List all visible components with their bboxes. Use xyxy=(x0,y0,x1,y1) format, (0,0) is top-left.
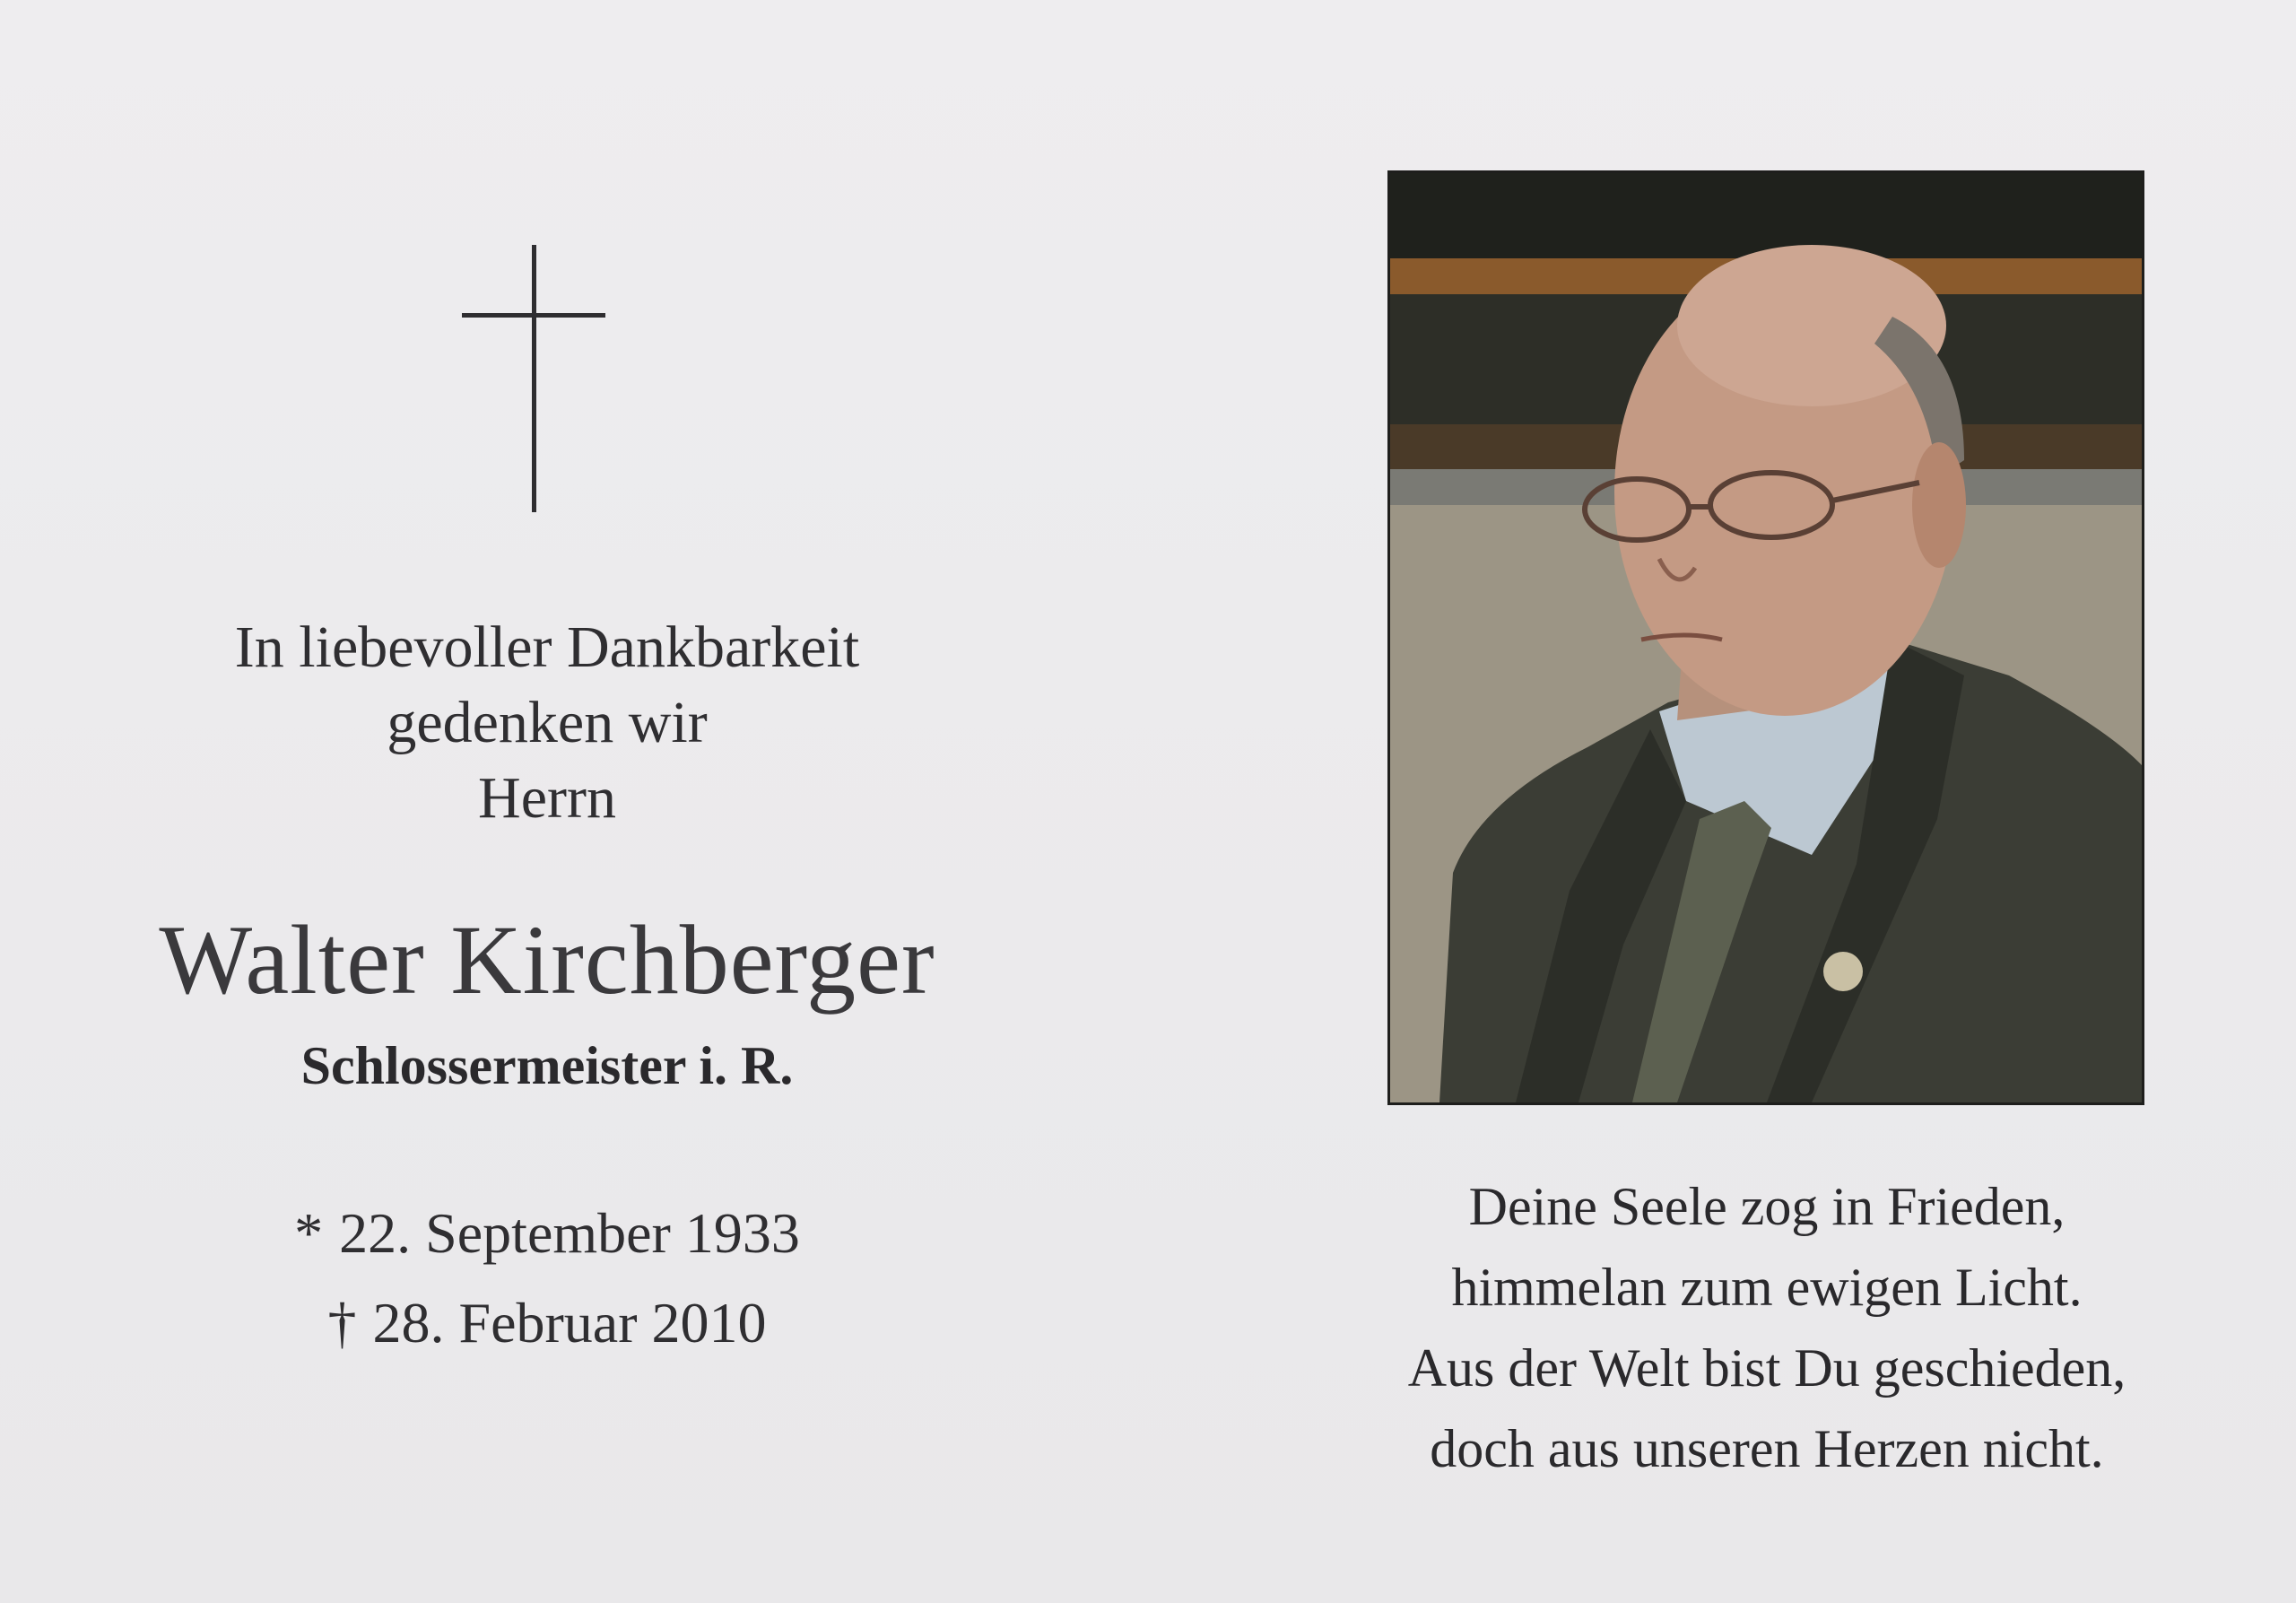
birth-symbol: * xyxy=(294,1201,324,1265)
latin-cross-icon xyxy=(462,245,605,512)
dedication-line-1: In liebevoller Dankbarkeit xyxy=(234,614,860,680)
verse-line-1: Deine Seele zog in Frieden, xyxy=(1468,1177,2066,1236)
deceased-name: Walter Kirchberger xyxy=(159,905,935,1015)
birth-date-line xyxy=(72,1189,1022,1278)
death-symbol: † xyxy=(327,1291,357,1355)
verse-line-3: Aus der Welt bist Du geschieden, xyxy=(1407,1338,2126,1398)
verse-line-4: doch aus unseren Herzen nicht. xyxy=(1430,1419,2104,1478)
death-date-line xyxy=(72,1278,1022,1368)
death-date: 28. Februar 2010 xyxy=(372,1291,767,1355)
memorial-verse xyxy=(1274,1166,2260,1489)
verse-line-2: himmelan zum ewigen Licht. xyxy=(1451,1258,2083,1317)
dedication-line-2: gedenken wir xyxy=(387,690,708,755)
life-dates xyxy=(72,1189,1022,1368)
dedication-text xyxy=(72,610,1022,836)
dedication-line-3: Herrn xyxy=(478,765,616,831)
birth-date: 22. September 1933 xyxy=(339,1201,800,1265)
occupation-title: Schlossermeister i. R. xyxy=(300,1036,794,1095)
portrait-photo xyxy=(1390,173,2142,1102)
